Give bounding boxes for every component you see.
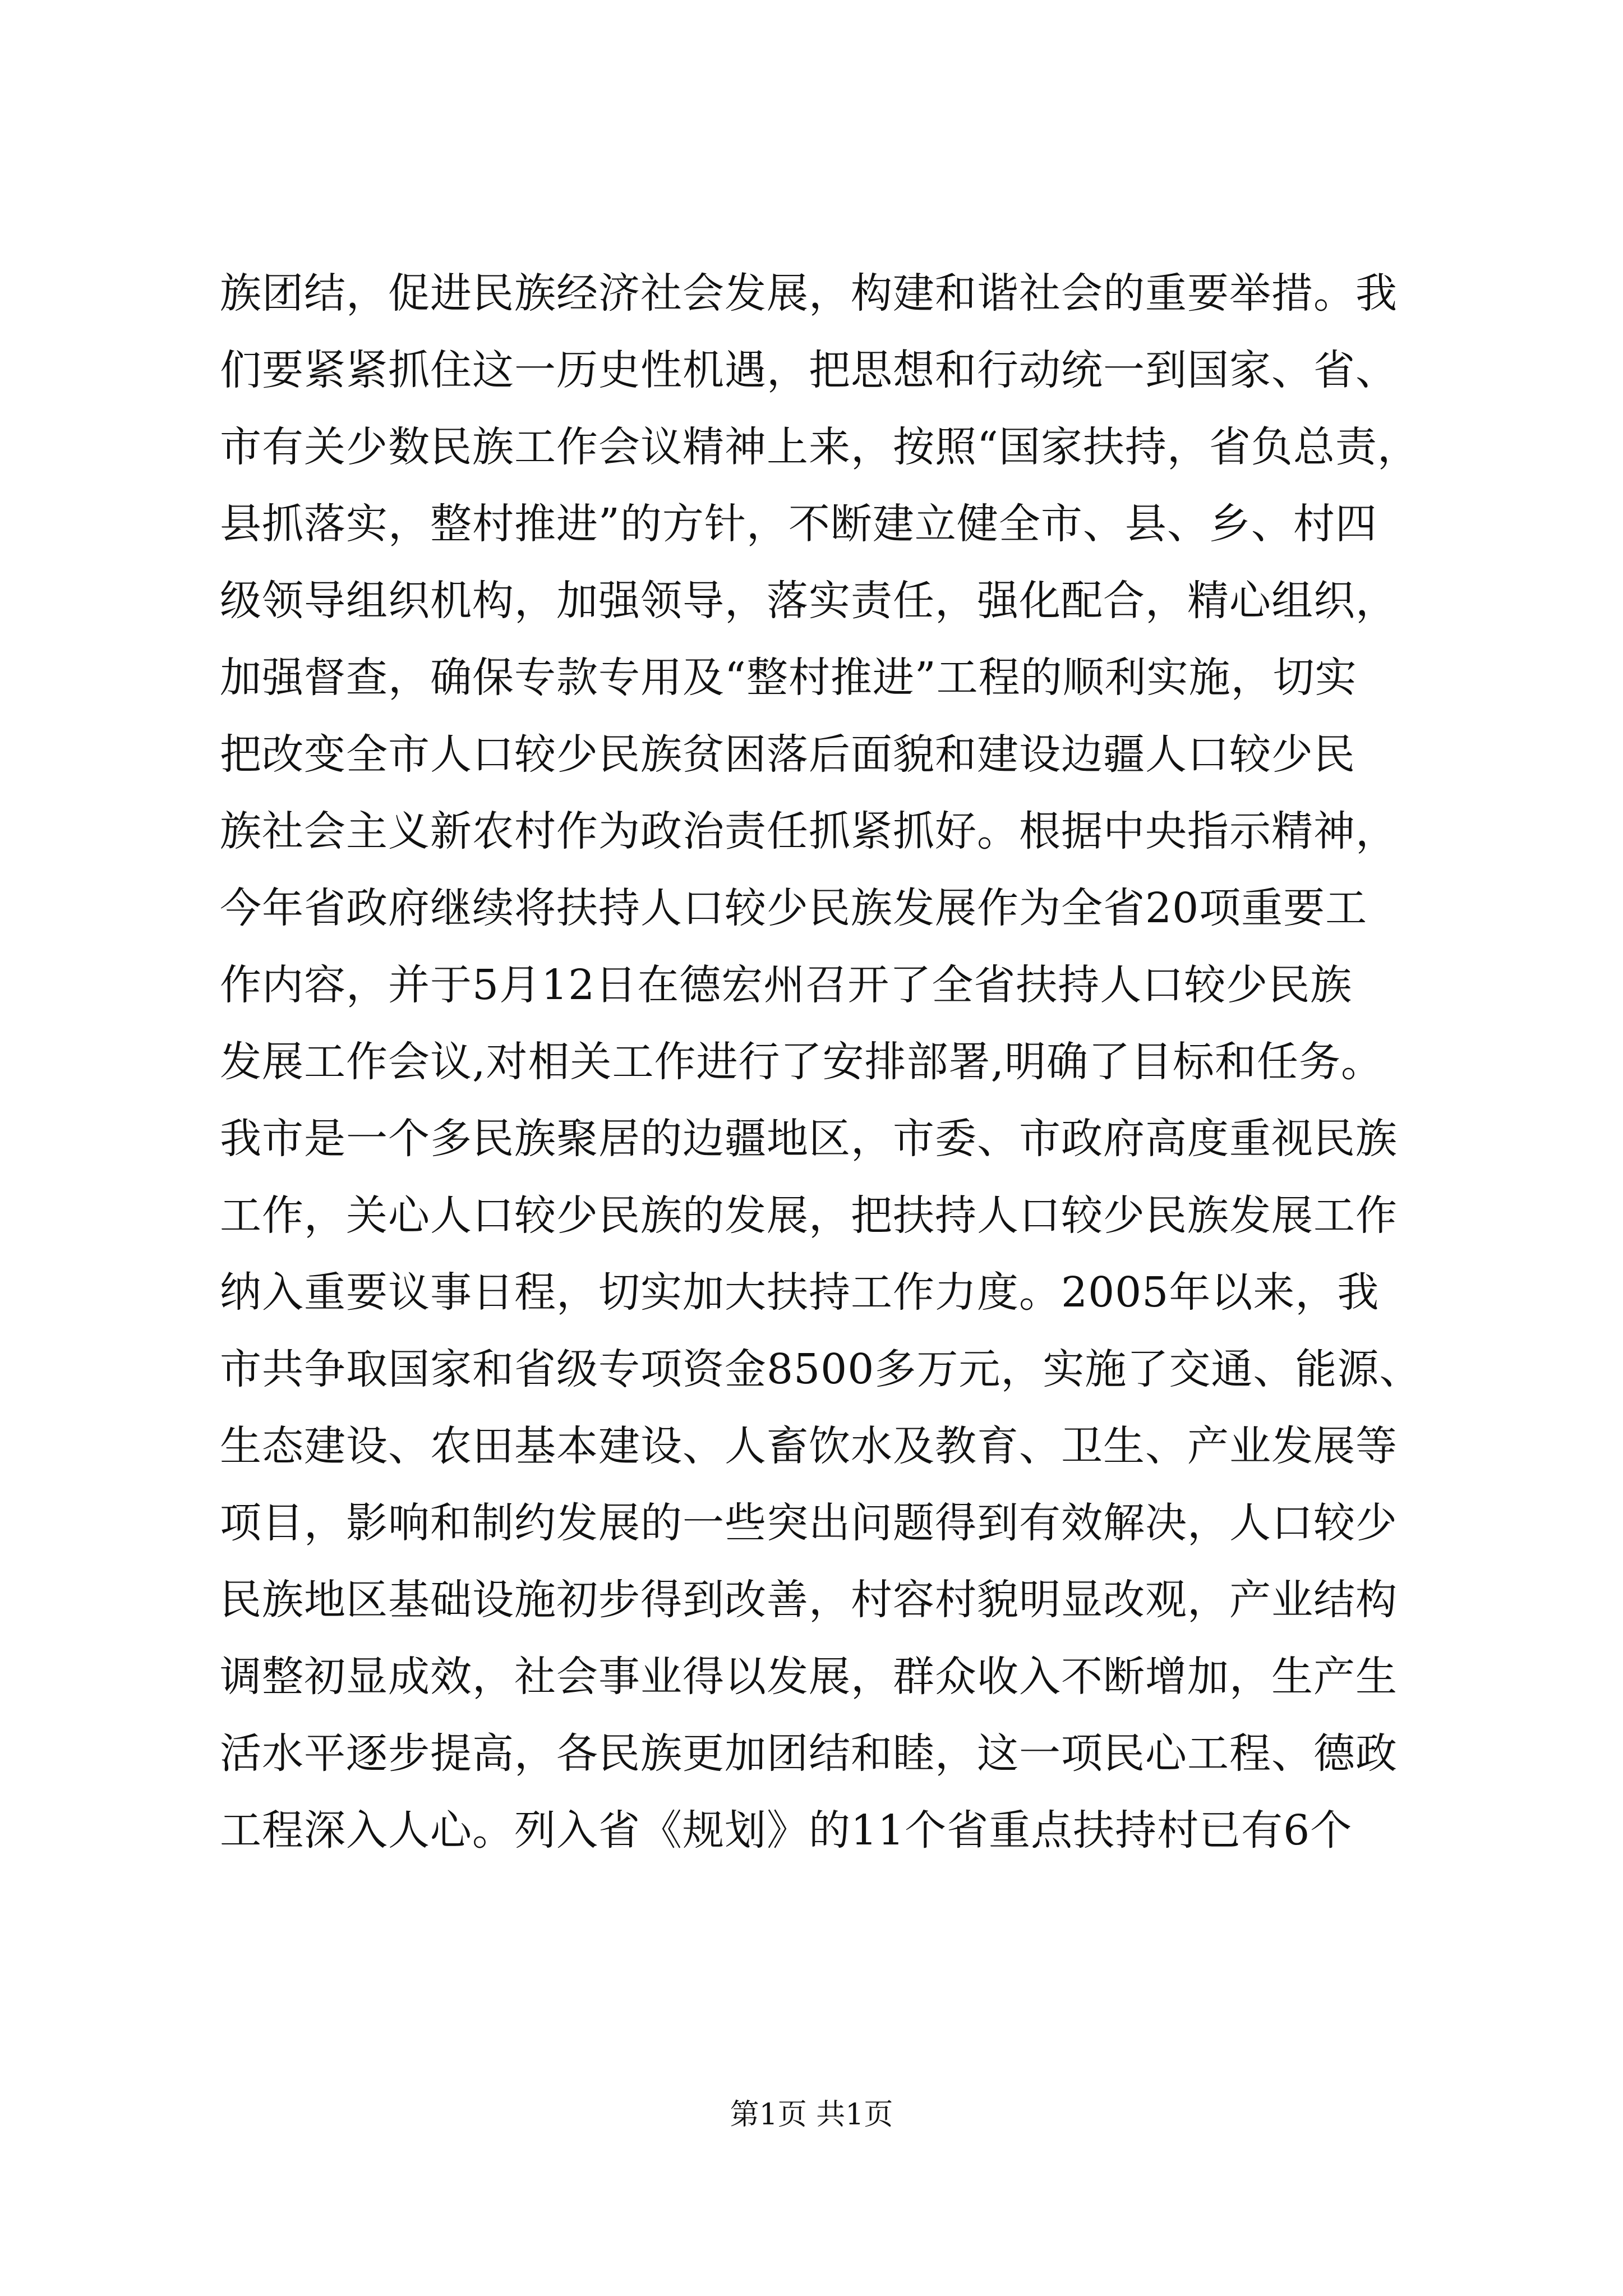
- text-line: 工作，关心人口较少民族的发展，把扶持人口较少民族发展工作: [220, 1191, 1398, 1240]
- document-body: [220, 255, 1426, 1869]
- text-line: 今年省政府继续将扶持人口较少民族发展作为全省20项重要工: [220, 884, 1368, 932]
- text-line: 发展工作会议,对相关工作进行了安排部署,明确了目标和任务。: [220, 1038, 1384, 1086]
- text-line: 调整初显成效，社会事业得以发展，群众收入不断增加，生产生: [220, 1653, 1398, 1701]
- text-line: 市有关少数民族工作会议精神上来，按照“国家扶持，省负总责，: [220, 423, 1419, 471]
- text-line: 族社会主义新农村作为政治责任抓紧抓好。根据中央指示精神，: [220, 807, 1398, 855]
- text-line: 生态建设、农田基本建设、人畜饮水及教育、卫生、产业发展等: [220, 1422, 1398, 1470]
- text-line: 加强督查，确保专款专用及“整村推进”工程的顺利实施，切实: [220, 654, 1357, 702]
- text-line: 把改变全市人口较少民族贫困落后面貌和建设边疆人口较少民: [220, 730, 1355, 779]
- page-footer: 第1页 共1页: [730, 2098, 893, 2132]
- text-line: 县抓落实，整村推进”的方针，不断建立健全市、县、乡、村四: [220, 500, 1377, 548]
- text-line: 纳入重要议事日程，切实加大扶持工作力度。2005年以来，我: [220, 1268, 1380, 1317]
- text-line: 我市是一个多民族聚居的边疆地区，市委、市政府高度重视民族: [220, 1115, 1398, 1163]
- text-line: 族团结，促进民族经济社会发展，构建和谐社会的重要举措。我: [220, 269, 1398, 318]
- text-line: 民族地区基础设施初步得到改善，村容村貌明显改观，产业结构: [220, 1576, 1398, 1624]
- text-line: 级领导组织机构，加强领导，落实责任，强化配合，精心组织，: [220, 577, 1398, 625]
- text-line: 工程深入人心。列入省《规划》的11个省重点扶持村已有6个: [220, 1806, 1353, 1855]
- text-line: 活水平逐步提高，各民族更加团结和睦，这一项民心工程、德政: [220, 1729, 1398, 1778]
- text-line: 作内容，并于5月12日在德宏州召开了全省扶持人口较少民族: [220, 961, 1353, 1009]
- text-line: 市共争取国家和省级专项资金8500多万元，实施了交通、能源、: [220, 1345, 1422, 1393]
- text-line: 们要紧紧抓住这一历史性机遇，把思想和行动统一到国家、省、: [220, 346, 1398, 394]
- text-line: 项目，影响和制约发展的一些突出问题得到有效解决，人口较少: [220, 1499, 1398, 1547]
